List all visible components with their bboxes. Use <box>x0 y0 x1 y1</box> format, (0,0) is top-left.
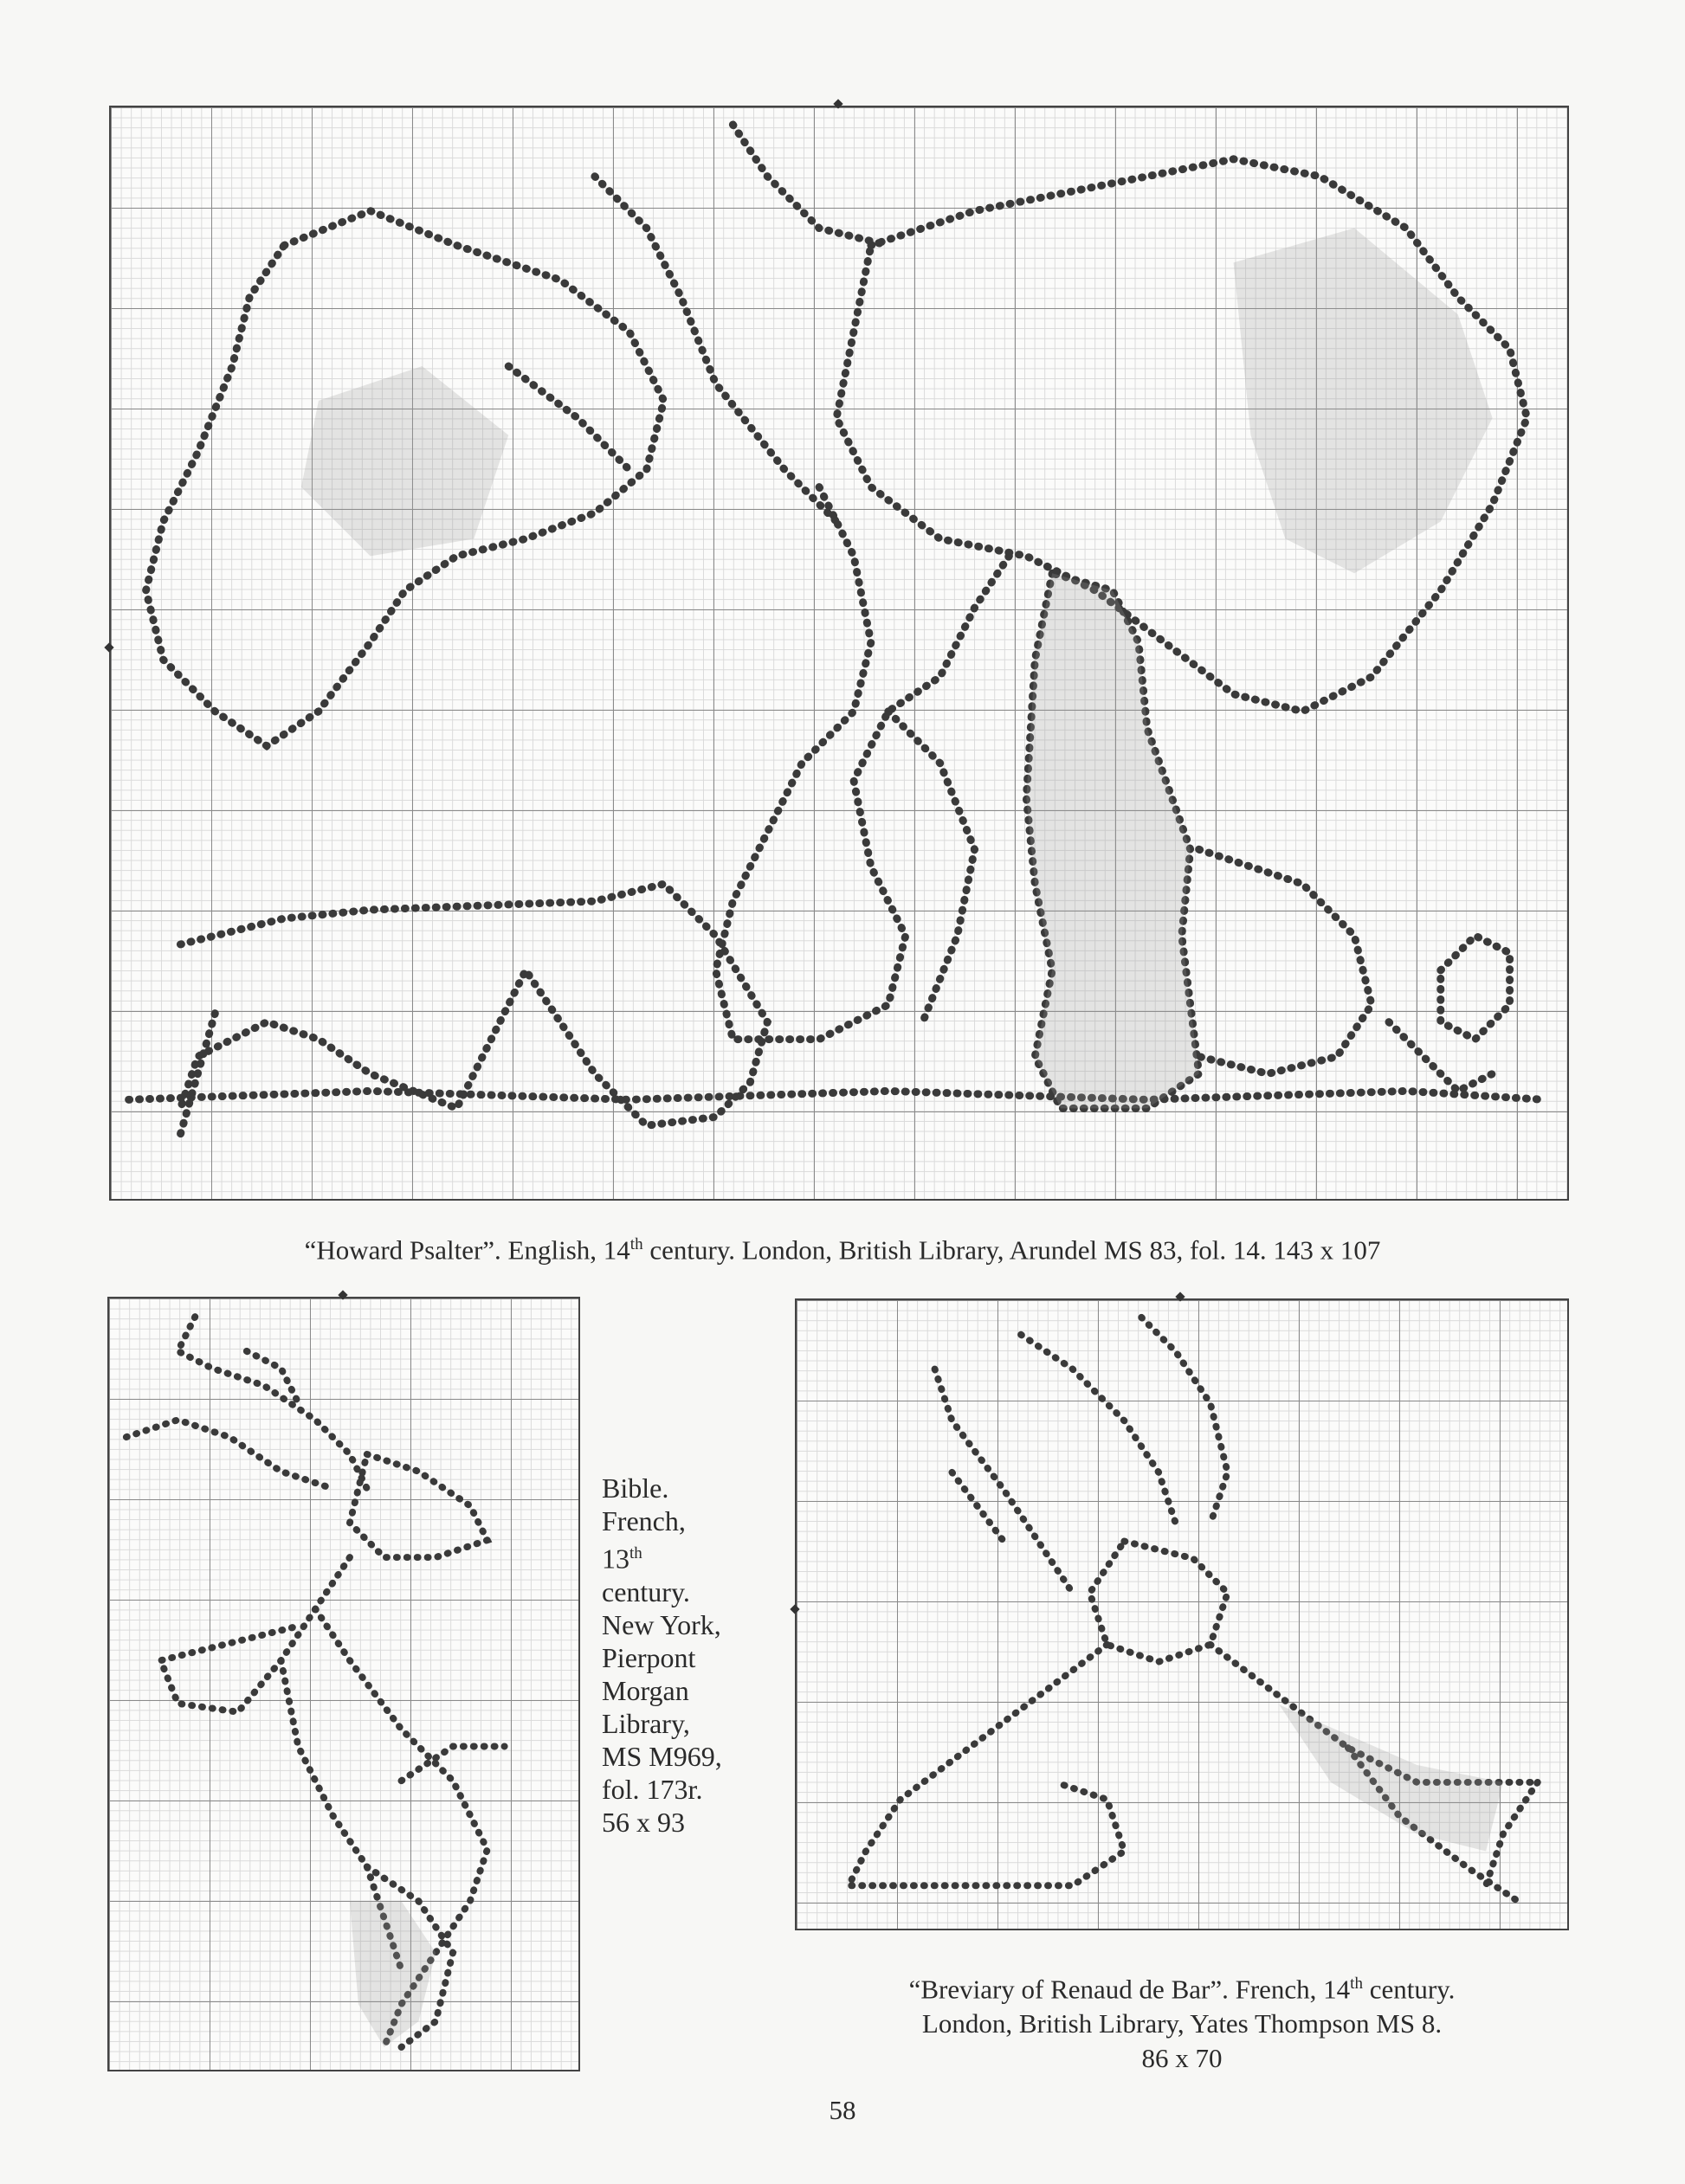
breviary-stag-motif <box>797 1300 1567 1929</box>
breviary-caption <box>795 1967 1569 2076</box>
caption-line: Library, <box>602 1707 690 1739</box>
caption-line: fol. 173r. <box>602 1773 703 1805</box>
caption-superscript: th <box>629 1544 642 1562</box>
page-number: 58 <box>829 2095 856 2125</box>
caption-line: century. <box>602 1575 690 1607</box>
caption-text: 13 <box>602 1543 629 1575</box>
caption-line: New York, <box>602 1608 721 1640</box>
caption-line: London, British Library, Yates Thompson MS 8. <box>921 2008 1443 2039</box>
breviary-chart <box>795 1298 1569 1930</box>
bible-caption <box>602 1472 775 1839</box>
caption-line: Bible. <box>602 1472 669 1504</box>
caption-line: Morgan <box>602 1674 689 1706</box>
caption-line: 56 x 93 <box>602 1806 685 1838</box>
caption-text: century. London, British Library, Arundel MS 83, fol. 14. 143 x 107 <box>642 1234 1381 1266</box>
caption-line: 86 x 70 <box>1141 2043 1223 2074</box>
bible-deer-motif <box>109 1298 578 2070</box>
caption-text: “Breviary of Renaud de Bar”. French, 14 <box>908 1974 1351 2005</box>
caption-superscript: th <box>629 1235 643 1253</box>
caption-text: “Howard Psalter”. English, 14 <box>304 1234 630 1266</box>
caption-line: French, <box>602 1505 686 1537</box>
caption-line: Pierpont <box>602 1641 696 1673</box>
caption-superscript: th <box>1350 1975 1363 1993</box>
caption-line <box>795 1967 1569 2007</box>
caption-text: century. <box>1362 1974 1456 2005</box>
howard-psalter-chart <box>109 106 1569 1201</box>
caption-line <box>602 1537 775 1575</box>
caption-line: MS M969, <box>602 1740 722 1772</box>
howard-psalter-motif <box>111 107 1567 1199</box>
bible-chart <box>107 1297 580 2071</box>
howard-psalter-caption <box>69 1227 1616 1267</box>
